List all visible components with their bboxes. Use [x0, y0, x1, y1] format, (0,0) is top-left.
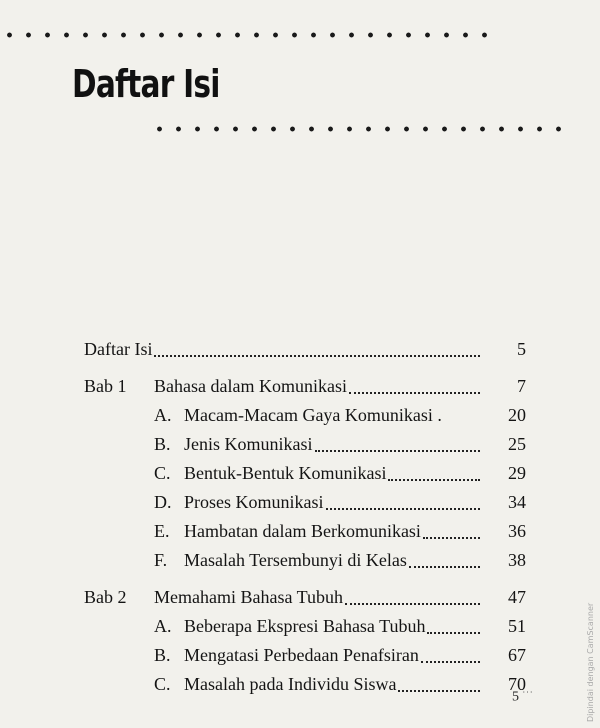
page-number: 5 — [517, 339, 526, 359]
footer-page-number: 5 — [512, 689, 519, 705]
chapter-number: Bab 1 — [84, 376, 127, 396]
page-number: 36 — [508, 521, 526, 541]
dot-leader — [423, 521, 480, 539]
entry-letter: F. — [154, 550, 168, 570]
page-number: 38 — [508, 550, 526, 570]
page-number: 25 — [508, 434, 526, 454]
entry-title: Beberapa Ekspresi Bahasa Tubuh — [184, 616, 426, 636]
dot-leader — [326, 492, 481, 510]
entry-title: Proses Komunikasi — [184, 492, 324, 512]
chapter-title: Bahasa dalam Komunikasi — [154, 376, 347, 396]
toc-entry — [84, 546, 526, 575]
entry-title: Daftar Isi — [84, 339, 153, 359]
toc-entry — [84, 401, 526, 430]
watermark-text: Dipindai dengan CamScanner — [586, 602, 595, 722]
page-number: 20 — [508, 405, 526, 425]
entry-title: Hambatan dalam Berkomunikasi — [184, 521, 421, 541]
toc-chapter-bab-1 — [84, 372, 526, 401]
toc-entry — [84, 488, 526, 517]
entry-title: Jenis Komunikasi — [184, 434, 313, 454]
dot-leader — [388, 463, 480, 481]
entry-letter: C. — [154, 674, 171, 694]
entry-title: Masalah pada Individu Siswa — [184, 674, 397, 694]
page-footer-number — [512, 688, 534, 706]
dot-leader — [409, 550, 480, 568]
entry-letter: C. — [154, 463, 171, 483]
dot-leader — [427, 616, 480, 634]
chapter-number: Bab 2 — [84, 587, 127, 607]
footer-marks: ··· — [522, 688, 534, 697]
page-title: Daftar Isi — [72, 62, 220, 106]
dot-leader — [349, 376, 480, 394]
entry-letter: E. — [154, 521, 170, 541]
dot-leader — [398, 674, 480, 692]
toc-entry-daftar-isi — [84, 335, 526, 364]
entry-title: Mengatasi Perbedaan Penafsiran — [184, 645, 419, 665]
toc-entry — [84, 612, 526, 641]
entry-letter: A. — [154, 405, 172, 425]
dotted-rule-top — [0, 30, 500, 40]
entry-letter: A. — [154, 616, 172, 636]
entry-letter: D. — [154, 492, 172, 512]
entry-letter: B. — [154, 434, 171, 454]
page-number: 51 — [508, 616, 526, 636]
page-number: 67 — [508, 645, 526, 665]
page-number: 47 — [508, 587, 526, 607]
entry-letter: B. — [154, 645, 171, 665]
page-number: 70 — [508, 674, 526, 694]
entry-title: Masalah Tersembunyi di Kelas — [184, 550, 407, 570]
toc-entry — [84, 670, 526, 699]
page-number: 34 — [508, 492, 526, 512]
dot-leader — [154, 339, 480, 357]
chapter-title: Memahami Bahasa Tubuh — [154, 587, 343, 607]
page-number: 29 — [508, 463, 526, 483]
dot-leader — [345, 587, 480, 605]
entry-title: Bentuk-Bentuk Komunikasi — [184, 463, 387, 483]
toc-entry — [84, 517, 526, 546]
page-number: 7 — [517, 376, 526, 396]
toc-entry — [84, 430, 526, 459]
toc-entry — [84, 459, 526, 488]
toc-entry — [84, 641, 526, 670]
dotted-rule-under-title — [150, 124, 575, 134]
toc-chapter-bab-2 — [84, 583, 526, 612]
entry-title: Macam-Macam Gaya Komunikasi . — [184, 405, 442, 425]
scanner-watermark — [584, 600, 598, 722]
dot-leader — [421, 645, 480, 663]
dot-leader — [315, 434, 481, 452]
table-of-contents — [84, 335, 526, 699]
